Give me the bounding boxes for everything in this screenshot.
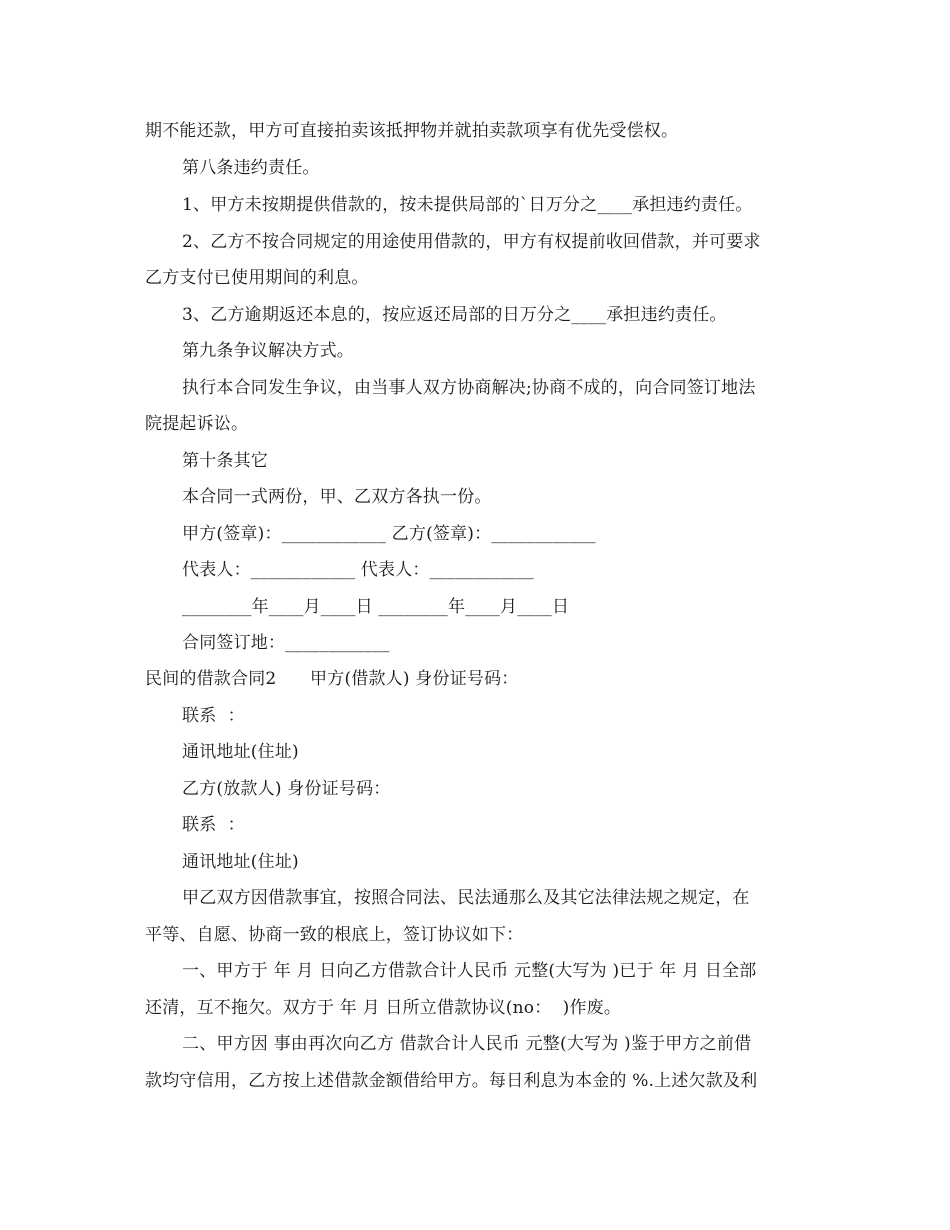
text-line: 3、乙方逾期返还本息的，按应返还局部的日万分之____承担违约责任。 <box>182 305 727 325</box>
text-line: 还清，互不拖欠。双方于 年 月 日所立借款协议(no： )作废。 <box>145 998 622 1018</box>
text-line: 执行本合同发生争议，由当事人双方协商解决;协商不成的，向合同签订地法 <box>182 378 756 398</box>
signing-place-line: 合同签订地：____________ <box>182 633 390 653</box>
text-line: 通讯地址(住址) <box>182 742 299 762</box>
text-line: 一、甲方于 年 月 日向乙方借款合计人民币 元整(大写为 )已于 年 月 日全部 <box>182 961 757 981</box>
date-line: ________年____月____日 ________年____月____日 <box>182 597 570 617</box>
text-line: 联系 ： <box>182 815 245 835</box>
text-line: 乙方支付已使用期间的利息。 <box>145 268 369 288</box>
representative-line: 代表人：____________ 代表人：____________ <box>182 560 535 580</box>
section-heading: 第九条争议解决方式。 <box>182 341 354 361</box>
text-line: 1、甲方未按期提供借款的，按未提供局部的`日万分之____承担违约责任。 <box>182 195 753 215</box>
signature-line: 甲方(签章)：____________ 乙方(签章)：____________ <box>182 524 596 544</box>
text-line: 二、甲方因 事由再次向乙方 借款合计人民币 元整(大写为 )鉴于甲方之前借 <box>182 1034 752 1054</box>
contract-title-line: 民间的借款合同2 甲方(借款人) 身份证号码： <box>145 669 519 689</box>
text-line: 乙方(放款人) 身份证号码： <box>182 779 391 799</box>
text-line: 2、乙方不按合同规定的用途使用借款的，甲方有权提前收回借款，并可要求 <box>182 232 761 252</box>
text-line: 款均守信用，乙方按上述借款金额借给甲方。每日利息为本金的 %.上述欠款及利 <box>145 1071 758 1091</box>
section-heading: 第八条违约责任。 <box>182 158 320 178</box>
section-heading: 第十条其它 <box>182 451 268 471</box>
text-line: 通讯地址(住址) <box>182 852 299 872</box>
text-line: 本合同一式两份，甲、乙双方各执一份。 <box>182 487 492 507</box>
text-line: 甲乙双方因借款事宜，按照合同法、民法通那么及其它法律法规之规定，在 <box>182 888 750 908</box>
text-line: 期不能还款，甲方可直接拍卖该抵押物并就拍卖款项享有优先受偿权。 <box>145 121 679 141</box>
text-line: 联系 ： <box>182 706 245 726</box>
text-line: 院提起诉讼。 <box>145 414 249 434</box>
text-line: 平等、自愿、协商一致的根底上，签订协议如下： <box>145 925 524 945</box>
